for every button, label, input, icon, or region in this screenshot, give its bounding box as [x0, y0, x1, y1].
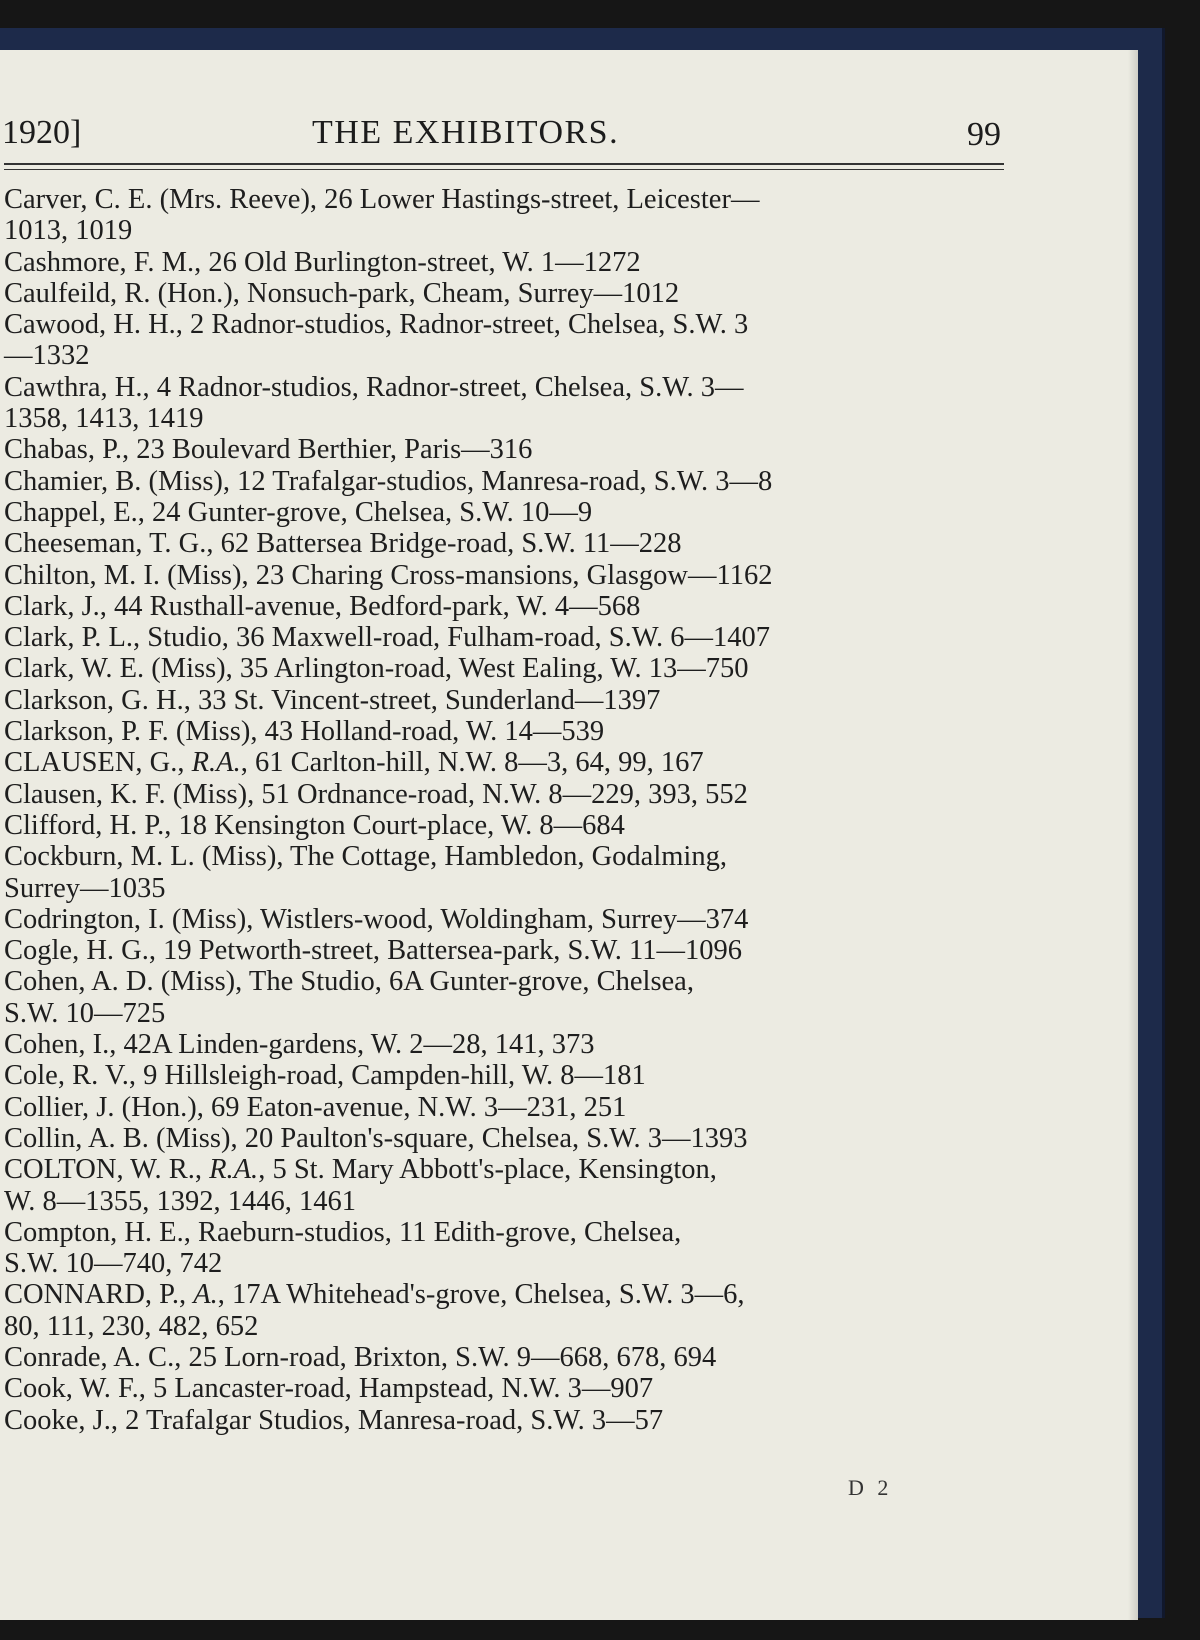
- list-item: Conrade, A. C., 25 Lorn-road, Brixton, S.W. 9—668, 678, 694: [4, 1341, 717, 1373]
- list-item: Cogle, H. G., 19 Petworth-street, Battersea-park, S.W. 11—1096: [4, 935, 742, 967]
- list-item: Cockburn, M. L. (Miss), The Cottage, Hambledon, Godalming, Surrey—1035: [4, 841, 727, 904]
- list-item: Cole, R. V., 9 Hillsleigh-road, Campden-hill, W. 8—181: [4, 1060, 646, 1092]
- page-shadow: [1128, 50, 1138, 1620]
- header-rule-thin: [4, 169, 1004, 170]
- list-item: CONNARD, P., A., 17A Whitehead's-grove, Chelsea, S.W. 3—6, 80, 111, 230, 482, 652: [4, 1279, 745, 1342]
- signature-mark: D 2: [848, 1475, 893, 1500]
- list-item: Carver, C. E. (Mrs. Reeve), 26 Lower Hastings-street, Leicester— 1013, 1019: [4, 184, 760, 247]
- list-item: Clifford, H. P., 18 Kensington Court-place, W. 8—684: [4, 809, 625, 841]
- header-year: 1920]: [2, 114, 82, 151]
- header-title: THE EXHIBITORS.: [312, 114, 620, 151]
- running-header: [0, 110, 1005, 156]
- list-item: Chabas, P., 23 Boulevard Berthier, Paris—316: [4, 434, 533, 466]
- list-item: Collin, A. B. (Miss), 20 Paulton's-square, Chelsea, S.W. 3—1393: [4, 1122, 748, 1154]
- list-item: Cawthra, H., 4 Radnor-studios, Radnor-street, Chelsea, S.W. 3— 1358, 1413, 1419: [4, 371, 744, 435]
- list-item: Compton, H. E., Raeburn-studios, 11 Edith-grove, Chelsea, S.W. 10—740, 742: [4, 1216, 682, 1280]
- list-item: Cawood, H. H., 2 Radnor-studios, Radnor-street, Chelsea, S.W. 3 —1332: [4, 309, 749, 372]
- list-item: Caulfeild, R. (Hon.), Nonsuch-park, Cheam, Surrey—1012: [4, 277, 680, 309]
- exhibitor-list: [4, 184, 1014, 1436]
- list-item: CLAUSEN, G., R.A., 61 Carlton-hill, N.W. 8—3, 64, 99, 167: [4, 747, 704, 779]
- list-item: Cashmore, F. M., 26 Old Burlington-street, W. 1—1272: [4, 246, 641, 278]
- list-item: Cheeseman, T. G., 62 Battersea Bridge-road, S.W. 11—228: [4, 528, 682, 560]
- list-item: Chilton, M. I. (Miss), 23 Charing Cross-mansions, Glasgow—1162: [4, 559, 773, 591]
- page-number: 99: [967, 116, 1001, 153]
- list-item: Cooke, J., 2 Trafalgar Studios, Manresa-road, S.W. 3—57: [4, 1404, 664, 1436]
- list-item: Codrington, I. (Miss), Wistlers-wood, Woldingham, Surrey—374: [4, 903, 749, 935]
- list-item: Clausen, K. F. (Miss), 51 Ordnance-road, N.W. 8—229, 393, 552: [4, 778, 748, 810]
- list-item: Cook, W. F., 5 Lancaster-road, Hampstead, N.W. 3—907: [4, 1373, 654, 1405]
- list-item: Clarkson, G. H., 33 St. Vincent-street, Sunderland—1397: [4, 684, 661, 716]
- list-item: COLTON, W. R., R.A., 5 St. Mary Abbott's-place, Kensington, W. 8—1355, 1392, 1446, 1461: [4, 1154, 717, 1217]
- list-item: Cohen, I., 42A Linden-gardens, W. 2—28, 141, 373: [4, 1029, 595, 1061]
- list-item: Clarkson, P. F. (Miss), 43 Holland-road, W. 14—539: [4, 716, 605, 748]
- list-item: Cohen, A. D. (Miss), The Studio, 6A Gunter-grove, Chelsea, S.W. 10—725: [4, 966, 694, 1029]
- list-item: Clark, J., 44 Rusthall-avenue, Bedford-park, W. 4—568: [4, 590, 641, 622]
- header-rule: [4, 163, 1004, 165]
- list-item: Chappel, E., 24 Gunter-grove, Chelsea, S.W. 10—9: [4, 496, 593, 528]
- list-item: Clark, P. L., Studio, 36 Maxwell-road, Fulham-road, S.W. 6—1407: [4, 622, 771, 654]
- list-item: Collier, J. (Hon.), 69 Eaton-avenue, N.W. 3—231, 251: [4, 1091, 627, 1123]
- list-item: Chamier, B. (Miss), 12 Trafalgar-studios, Manresa-road, S.W. 3—8: [4, 465, 773, 497]
- list-item: Clark, W. E. (Miss), 35 Arlington-road, West Ealing, W. 13—750: [4, 653, 749, 685]
